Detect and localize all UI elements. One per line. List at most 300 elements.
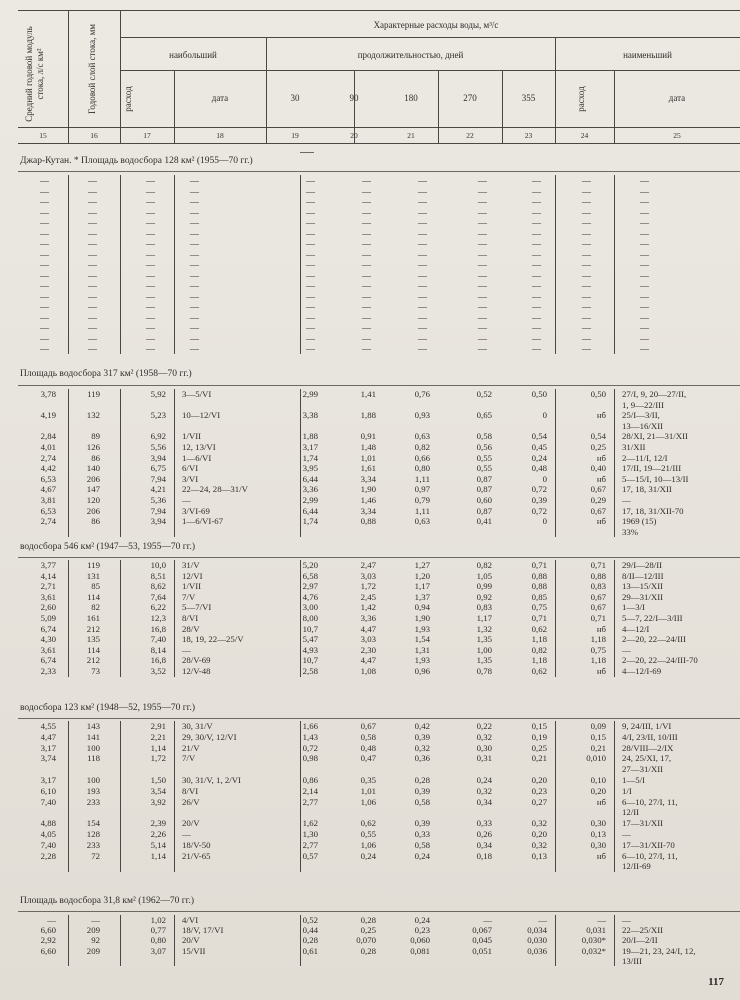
table-cell: 2,84 — [40, 431, 56, 441]
table-cell: 0,78 — [476, 666, 492, 676]
table-cell: 0,72 — [531, 506, 547, 516]
duration-title: продолжительностью, дней — [357, 50, 464, 60]
table-row — [0, 431, 740, 441]
column-rule — [174, 175, 175, 354]
dash-placeholder: — — [418, 344, 427, 354]
dash-placeholder: — — [478, 250, 487, 260]
dash-placeholder: — — [478, 281, 487, 291]
min-discharge-label: расход — [576, 86, 586, 112]
table-cell: 3,38 — [302, 410, 318, 420]
dash-placeholder: — — [532, 208, 541, 218]
table-cell: 2,26 — [150, 829, 166, 839]
dash-placeholder: — — [146, 197, 155, 207]
dash-placeholder: — — [306, 187, 315, 197]
table-cell: 13—16/XII — [622, 421, 664, 431]
dash-placeholder: — — [362, 208, 371, 218]
table-cell: 5,36 — [150, 495, 166, 505]
table-row — [0, 786, 740, 796]
table-cell: 0,20 — [531, 829, 547, 839]
dash-placeholder: — — [640, 344, 649, 354]
table-row — [0, 721, 740, 731]
table-cell: 1—6/VI-67 — [182, 516, 224, 526]
table-cell: 0,34 — [476, 797, 492, 807]
table-cell: 0,28 — [360, 946, 376, 956]
table-row — [0, 602, 740, 612]
table-cell: 4,93 — [302, 645, 318, 655]
column-rule — [120, 915, 121, 966]
table-cell: 1,72 — [360, 581, 376, 591]
table-row — [0, 935, 740, 945]
table-cell: 8,14 — [150, 645, 166, 655]
table-cell: 0,48 — [531, 463, 547, 473]
table-cell: 0,88 — [360, 516, 376, 526]
col-number: 23 — [524, 131, 533, 140]
table-cell: 0,55 — [476, 453, 492, 463]
table-cell: 5,09 — [40, 613, 56, 623]
table-cell: 212 — [86, 624, 100, 634]
table-cell: 2,99 — [302, 389, 318, 399]
table-cell: 0,24 — [531, 453, 547, 463]
table-cell: нб — [596, 666, 606, 676]
dash-placeholder: — — [40, 218, 49, 228]
dash-placeholder: — — [532, 334, 541, 344]
table-cell: 22—24, 28—31/V — [182, 484, 248, 494]
dash-placeholder: — — [306, 260, 315, 270]
table-cell: 89 — [91, 431, 100, 441]
table-row — [0, 506, 740, 516]
table-cell: 1,93 — [414, 624, 430, 634]
table-cell: 1,27 — [414, 560, 430, 570]
table-cell: 1,31 — [414, 645, 430, 655]
dash-placeholder: — — [190, 239, 199, 249]
table-cell: 0,24 — [414, 915, 430, 925]
table-cell: 31/V — [182, 560, 200, 570]
table-cell: 1,90 — [360, 484, 376, 494]
table-cell: 0,28 — [360, 915, 376, 925]
table-row — [0, 389, 740, 399]
table-cell: 1,01 — [360, 786, 376, 796]
table-cell: 0,44 — [302, 925, 318, 935]
dash-placeholder: — — [478, 334, 487, 344]
table-cell: — — [622, 829, 631, 839]
table-cell: 0,54 — [531, 431, 547, 441]
table-cell: 12/VI — [182, 571, 203, 581]
table-cell: 1,05 — [476, 571, 492, 581]
table-cell: 0,67 — [590, 602, 606, 612]
dash-placeholder: — — [418, 197, 427, 207]
table-cell: 18/V-50 — [182, 840, 211, 850]
table-cell: 0,87 — [476, 484, 492, 494]
dash-placeholder: — — [88, 344, 97, 354]
dash-placeholder: — — [582, 271, 591, 281]
dash-placeholder: — — [362, 281, 371, 291]
dash-placeholder: — — [418, 302, 427, 312]
column-rule — [68, 915, 69, 966]
table-cell: 2,47 — [360, 560, 376, 570]
table-row — [0, 516, 740, 526]
max-discharge-label: расход — [123, 86, 133, 112]
dash-placeholder: — — [40, 313, 49, 323]
table-cell: 3/VI — [182, 474, 199, 484]
table-cell: — — [538, 915, 547, 925]
dash-placeholder: — — [362, 302, 371, 312]
dash-placeholder: — — [532, 313, 541, 323]
dash-placeholder: — — [40, 176, 49, 186]
table-cell: 10,7 — [302, 624, 318, 634]
column-rule — [68, 175, 69, 354]
table-cell: 8/VI — [182, 786, 199, 796]
dash-placeholder: — — [418, 176, 427, 186]
table-cell: 0,86 — [302, 775, 318, 785]
table-cell: 0,71 — [531, 613, 547, 623]
table-cell: 114 — [87, 592, 100, 602]
col-number: 18 — [216, 131, 224, 140]
table-row — [0, 463, 740, 473]
table-cell: 3,36 — [302, 484, 318, 494]
table-cell: 2,99 — [302, 495, 318, 505]
table-cell: 8/II—12/III — [622, 571, 664, 581]
table-cell: 3,92 — [150, 797, 166, 807]
table-row — [0, 840, 740, 850]
dash-placeholder: — — [640, 334, 649, 344]
dash-placeholder: — — [362, 323, 371, 333]
table-cell: 0,20 — [531, 775, 547, 785]
dash-placeholder: — — [362, 187, 371, 197]
column-rule — [300, 915, 301, 966]
table-cell: 3,61 — [40, 645, 56, 655]
table-cell: 119 — [87, 560, 100, 570]
table-cell: 3,07 — [150, 946, 166, 956]
table-cell: 120 — [86, 495, 100, 505]
dash-placeholder: — — [418, 334, 427, 344]
table-cell: 86 — [91, 516, 100, 526]
column-rule — [300, 389, 301, 537]
table-cell: 2,74 — [40, 516, 56, 526]
table-cell: 8/VI — [182, 613, 199, 623]
dash-placeholder: — — [146, 323, 155, 333]
table-cell: 6,53 — [40, 474, 56, 484]
dash-placeholder: — — [640, 197, 649, 207]
table-cell: 0,82 — [414, 442, 430, 452]
dash-placeholder: — — [190, 334, 199, 344]
table-cell: 114 — [87, 645, 100, 655]
table-cell: 17, 18, 31/XII — [622, 484, 672, 494]
dash-placeholder: — — [88, 260, 97, 270]
table-cell: 0,62 — [531, 624, 547, 634]
table-cell: 0,010 — [586, 753, 606, 763]
table-cell: 25/I—3/II, — [622, 410, 660, 420]
dash-placeholder: — — [418, 239, 427, 249]
dash-placeholder: — — [640, 271, 649, 281]
table-cell: 0,21 — [590, 743, 606, 753]
table-cell: 1,01 — [360, 453, 376, 463]
table-cell: 0,55 — [476, 463, 492, 473]
dash-placeholder: — — [418, 187, 427, 197]
dash-placeholder: — — [532, 260, 541, 270]
table-row — [0, 775, 740, 785]
table-cell: 2—20, 22—24/III-70 — [622, 655, 698, 665]
table-cell: 0,58 — [414, 840, 430, 850]
column-rule — [614, 175, 615, 354]
table-row — [0, 797, 740, 807]
table-cell: нб — [596, 516, 606, 526]
table-cell: 19—21, 23, 24/I, 12, — [622, 946, 696, 956]
table-cell: 126 — [86, 442, 100, 452]
table-cell: 4,01 — [40, 442, 56, 452]
d30-label: 30 — [290, 93, 300, 103]
dash-placeholder: — — [88, 302, 97, 312]
table-cell: 5,20 — [302, 560, 318, 570]
dash-placeholder: — — [478, 229, 487, 239]
dash-placeholder: — — [478, 313, 487, 323]
table-cell: 5,23 — [150, 410, 166, 420]
table-cell: 7,40 — [150, 634, 166, 644]
table-cell: 0,54 — [590, 431, 606, 441]
table-cell: 20/V — [182, 935, 200, 945]
dash-placeholder: — — [190, 292, 199, 302]
table-row — [0, 495, 740, 505]
table-cell: 28/V-69 — [182, 655, 211, 665]
dash-placeholder: — — [40, 344, 49, 354]
table-cell: 2,33 — [40, 666, 56, 676]
dash-placeholder: — — [532, 176, 541, 186]
dash-placeholder: — — [190, 271, 199, 281]
dash-placeholder: — — [306, 344, 315, 354]
column-rule — [120, 389, 121, 537]
table-row — [0, 581, 740, 591]
dash-placeholder: — — [418, 208, 427, 218]
dash-placeholder: — — [88, 271, 97, 281]
dash-placeholder: — — [306, 302, 315, 312]
table-cell: 3,00 — [302, 602, 318, 612]
dash-placeholder: — — [362, 239, 371, 249]
table-cell: 12/II-69 — [622, 861, 651, 871]
table-cell: 5—7/VI — [182, 602, 212, 612]
column-rule — [555, 560, 556, 677]
dash-placeholder: — — [478, 323, 487, 333]
d90-label: 90 — [349, 93, 359, 103]
table-cell: 0,13 — [531, 851, 547, 861]
table-cell: 0,93 — [414, 410, 430, 420]
table-cell: 0,87 — [476, 506, 492, 516]
table-cell: 0,26 — [476, 829, 492, 839]
table-cell: 3,61 — [40, 592, 56, 602]
table-cell: 2,71 — [40, 581, 56, 591]
dash-placeholder: — — [40, 239, 49, 249]
dash-placeholder: — — [190, 260, 199, 270]
table-cell: 0,99 — [476, 581, 492, 591]
max-title: наибольший — [169, 50, 217, 60]
table-cell: 233 — [86, 797, 100, 807]
table-cell: 2,97 — [302, 581, 318, 591]
table-cell: — — [91, 915, 100, 925]
table-cell: нб — [596, 624, 606, 634]
table-cell: 2,28 — [40, 851, 56, 861]
dash-placeholder: — — [40, 292, 49, 302]
dash-placeholder: — — [190, 187, 199, 197]
table-cell: 6/VI — [182, 463, 199, 473]
dash-placeholder: — — [478, 208, 487, 218]
column-rule — [555, 389, 556, 537]
table-cell: 3,54 — [150, 786, 166, 796]
table-row — [0, 645, 740, 655]
table-row — [0, 807, 740, 817]
table-cell: 6—10, 27/I, 11, — [622, 851, 678, 861]
table-cell: 0,55 — [360, 829, 376, 839]
table-cell: 7,94 — [150, 506, 166, 516]
table-cell: 0,25 — [531, 743, 547, 753]
table-cell: 0,067 — [472, 925, 492, 935]
d270-label: 270 — [463, 93, 477, 103]
table-cell: 92 — [91, 935, 100, 945]
section-title-5: Площадь водосбора 31,8 км² (1962—70 гг.) — [20, 896, 195, 906]
dash-placeholder: — — [418, 271, 427, 281]
table-cell: 1—6/VI — [182, 453, 212, 463]
col-number: 20 — [350, 131, 358, 140]
table-cell: 1,90 — [414, 613, 430, 623]
table-cell: 3,95 — [302, 463, 318, 473]
table-cell: 13—15/XII — [622, 581, 664, 591]
dash-placeholder: — — [532, 271, 541, 281]
dash-placeholder: — — [532, 302, 541, 312]
table-cell: 16,8 — [150, 655, 166, 665]
dash-placeholder: — — [478, 187, 487, 197]
dash-placeholder: — — [582, 292, 591, 302]
dash-placeholder: — — [582, 187, 591, 197]
table-cell: 17—31/XII — [622, 818, 664, 828]
dash-placeholder: — — [88, 250, 97, 260]
table-cell: нб — [596, 851, 606, 861]
table-cell: 0,42 — [414, 721, 430, 731]
table-cell: 0,36 — [414, 753, 430, 763]
table-cell: 128 — [86, 829, 100, 839]
table-cell: 0,96 — [414, 666, 430, 676]
table-cell: 131 — [86, 571, 100, 581]
table-cell: 1,50 — [150, 775, 166, 785]
dash-placeholder: — — [640, 218, 649, 228]
table-cell: 4,88 — [40, 818, 56, 828]
table-row — [0, 666, 740, 676]
group-title: Характерные расходы воды, м³/с — [373, 20, 499, 30]
table-row — [0, 527, 740, 537]
table-cell: 1,11 — [414, 474, 430, 484]
table-cell: 0,41 — [476, 516, 492, 526]
table-cell: 132 — [86, 410, 100, 420]
table-cell: 0,15 — [531, 721, 547, 731]
dash-placeholder: — — [306, 197, 315, 207]
table-cell: 0,030 — [527, 935, 547, 945]
dash-placeholder: — — [88, 281, 97, 291]
table-cell: 7,40 — [40, 797, 56, 807]
min-title: наименьший — [623, 50, 672, 60]
table-cell: 143 — [86, 721, 100, 731]
dash-placeholder: — — [306, 239, 315, 249]
section-title-4: водосбора 123 км² (1948—52, 1955—70 гг.) — [20, 703, 195, 713]
table-cell: 1,08 — [360, 666, 376, 676]
table-cell: 0,30 — [590, 818, 606, 828]
table-cell: 4,19 — [40, 410, 56, 420]
table-cell: 2,45 — [360, 592, 376, 602]
dash-placeholder: — — [306, 271, 315, 281]
dash-placeholder: — — [88, 239, 97, 249]
table-cell: 4,67 — [40, 484, 56, 494]
table-cell: 0,72 — [302, 743, 318, 753]
table-cell: 4,30 — [40, 634, 56, 644]
table-cell: 0,19 — [531, 732, 547, 742]
table-cell: 73 — [91, 666, 100, 676]
dash-placeholder: — — [532, 229, 541, 239]
section-title-1: Джар-Кутан. * Площадь водосбора 128 км² (1955—70 гг.) — [20, 156, 253, 166]
section-title-3: водосбора 546 км² (1947—53, 1955—70 гг.) — [20, 542, 195, 552]
table-cell: 2—20, 22—24/III — [622, 634, 687, 644]
table-cell: 4,47 — [40, 732, 56, 742]
table-cell: 0,47 — [360, 753, 376, 763]
table-cell: 1—5/I — [622, 775, 645, 785]
table-row — [0, 421, 740, 431]
dash-placeholder: — — [582, 197, 591, 207]
table-cell: 193 — [86, 786, 100, 796]
table-row — [0, 410, 740, 420]
table-cell: 29—31/XII — [622, 592, 664, 602]
table-row — [0, 560, 740, 570]
table-cell: 2,92 — [40, 935, 56, 945]
table-cell: 2,30 — [360, 645, 376, 655]
col-number: 15 — [39, 131, 47, 140]
column-rule — [174, 389, 175, 537]
table-cell: 0,18 — [476, 851, 492, 861]
table-cell: 0,61 — [302, 946, 318, 956]
table-cell: 27/I, 9, 20—27/II, — [622, 389, 687, 399]
table-cell: 7/V — [182, 753, 196, 763]
table-cell: 2,91 — [150, 721, 166, 731]
table-row — [0, 818, 740, 828]
table-cell: 0,25 — [360, 925, 376, 935]
dash-placeholder: — — [582, 344, 591, 354]
table-cell: 3,34 — [360, 474, 376, 484]
table-cell: 3,17 — [302, 442, 318, 452]
table-cell: 2,60 — [40, 602, 56, 612]
table-cell: 0,94 — [414, 602, 430, 612]
table-cell: 1,17 — [476, 613, 492, 623]
dash-placeholder: — — [478, 197, 487, 207]
table-cell: 0,76 — [414, 389, 430, 399]
table-cell: 20/V — [182, 818, 200, 828]
column-rule — [614, 721, 615, 872]
table-cell: 9, 24/III, 1/VI — [622, 721, 672, 731]
table-cell: 1,11 — [414, 506, 430, 516]
table-cell: 30, 31/V — [182, 721, 213, 731]
table-cell: 6,22 — [150, 602, 166, 612]
dash-placeholder: — — [478, 292, 487, 302]
table-cell: 0,97 — [414, 484, 430, 494]
table-cell: 1,06 — [360, 797, 376, 807]
table-cell: 0 — [542, 410, 547, 420]
dash-placeholder: — — [306, 281, 315, 291]
table-cell: 0,83 — [476, 602, 492, 612]
table-cell: 3,74 — [40, 753, 56, 763]
table-row — [0, 764, 740, 774]
table-cell: 5—15/I, 10—13/II — [622, 474, 689, 484]
column-rule — [174, 915, 175, 966]
table-cell: 4,05 — [40, 829, 56, 839]
dash-placeholder: — — [582, 313, 591, 323]
table-cell: 1,32 — [476, 624, 492, 634]
table-cell: 0,24 — [476, 775, 492, 785]
table-cell: 140 — [86, 463, 100, 473]
table-cell: 1,42 — [360, 602, 376, 612]
dash-placeholder: — — [640, 176, 649, 186]
dash-placeholder: — — [88, 334, 97, 344]
